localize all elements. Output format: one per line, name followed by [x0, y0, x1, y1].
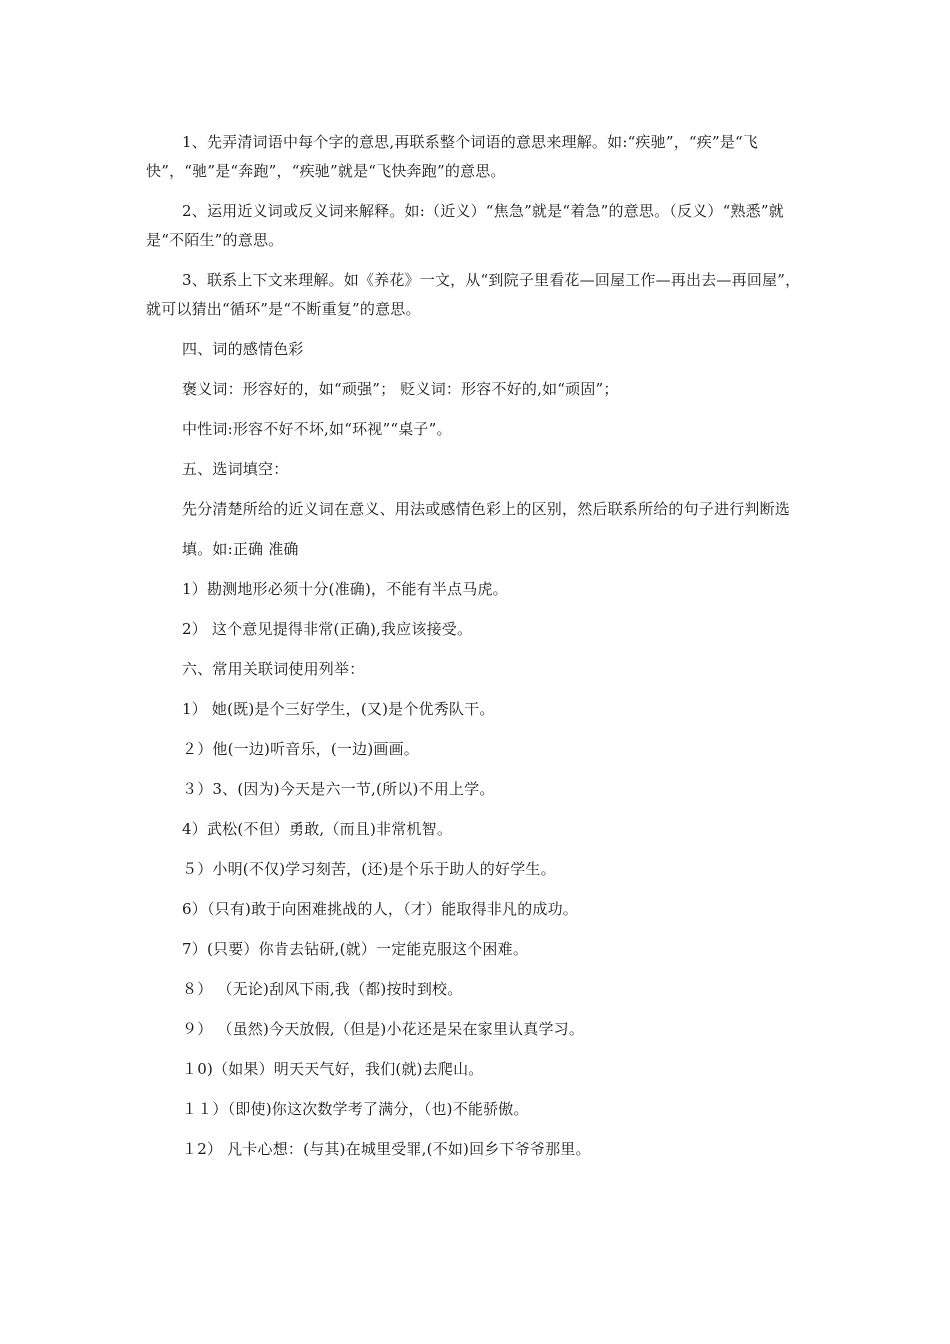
paragraph-method-2: 2、运用近义词或反义词来解释。如:（近义）“焦急”就是“着急”的意思。（反义）“熟悉”就是“不陌生”的意思。: [146, 202, 784, 249]
list-item: ２）他(一边)听音乐，(一边)画画。: [182, 740, 420, 758]
list-item: 1） 她(既)是个三好学生，(又)是个优秀队干。: [182, 700, 495, 718]
list-item: ９） （虽然)今天放假,（但是)小花还是呆在家里认真学习。: [182, 1020, 585, 1038]
paragraph-neutral: 中性词:形容不好不坏,如“环视”“桌子”。: [182, 420, 452, 438]
document-body: [146, 128, 810, 1175]
section-heading-4: 四、词的感情色彩: [182, 340, 304, 358]
paragraph-method-1: 1、先弄清词语中每个字的意思,再联系整个词语的意思来理解。如:“疾驰”，“疾”是“飞快”，“驰”是“奔跑”，“疾驰”就是“飞快奔跑”的意思。: [146, 133, 759, 180]
list-item: 1）勘测地形必须十分(准确)，不能有半点马虎。: [182, 580, 508, 598]
list-item: １１）（即使)你这次数学考了满分，（也)不能骄傲。: [182, 1100, 529, 1118]
section-heading-6: 六、常用关联词使用列举：: [182, 660, 365, 678]
paragraph-positive-negative: 褒义词：形容好的，如“顽强”； 贬义词：形容不好的,如“顽固”；: [182, 380, 619, 398]
list-item: ３）3、(因为)今天是六一节,(所以)不用上学。: [182, 780, 495, 798]
paragraph-method-3: 3、联系上下文来理解。如《养花》一文，从“到院子里看花—回屋工作—再出去—再回屋”，就可以猜出“循环”是“不断重复”的意思。: [146, 271, 801, 318]
list-item: ５）小明(不仅)学习刻苦，(还)是个乐于助人的好学生。: [182, 860, 556, 878]
list-item: 2） 这个意见提得非常(正确),我应该接受。: [182, 620, 473, 638]
list-item: １0)（如果）明天天气好，我们(就)去爬山。: [182, 1060, 484, 1078]
list-item: １2） 凡卡心想：(与其)在城里受罪,(不如)回乡下爷爷那里。: [182, 1140, 591, 1158]
list-item: 7）(只要）你肯去钻研,(就）一定能克服这个困难。: [182, 940, 529, 958]
list-item: ８） （无论)刮风下雨,我（都)按时到校。: [182, 980, 463, 998]
section-heading-5: 五、选词填空：: [182, 460, 289, 478]
paragraph-fill-intro: 先分清楚所给的近义词在意义、用法或感情色彩上的区别，然后联系所给的句子进行判断选: [182, 500, 791, 518]
list-item: 4）武松(不但）勇敢,（而且)非常机智。: [182, 820, 453, 838]
paragraph-fill-example: 填。如:正确 准确: [182, 540, 299, 558]
list-item: 6）（只有)敢于向困难挑战的人，（才）能取得非凡的成功。: [182, 900, 578, 918]
